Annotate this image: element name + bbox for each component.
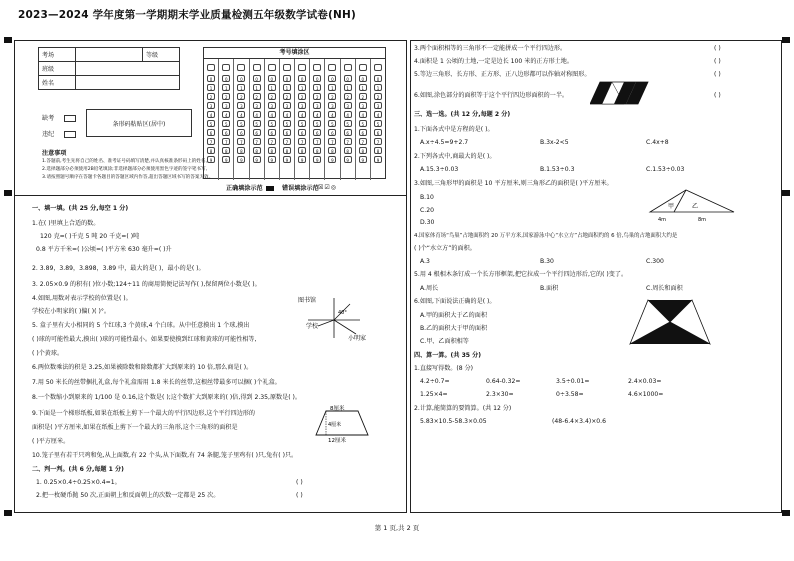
exam-number-bubble[interactable]: 6 <box>222 129 230 136</box>
location-map-figure <box>298 294 378 342</box>
question-2: 2. 3.89̇，3.8̇9̇，3.89̇8̇，3.89 中，最大的是( )，最小的是( )。 <box>32 265 205 272</box>
exam-number-write-box[interactable] <box>283 64 291 71</box>
exam-number-bubble[interactable]: 9 <box>374 156 382 163</box>
choice-5-option-b[interactable]: B.面积 <box>540 285 559 292</box>
judge-1-answer[interactable]: ( ) <box>296 479 303 486</box>
judge-2-answer[interactable]: ( ) <box>296 492 303 499</box>
exam-number-column <box>295 59 310 180</box>
alignment-marker <box>4 37 12 43</box>
question-5: ( )球的可能性最大,摸出( )球的可能性最小。如果要使摸到红球和黄球的可能性相等, <box>32 336 257 343</box>
school-field[interactable] <box>76 48 143 62</box>
exam-number-bubble[interactable]: 5 <box>237 120 245 127</box>
exam-number-column <box>371 59 385 180</box>
exam-number-grid <box>203 47 386 179</box>
exam-number-bubble[interactable]: 2 <box>207 93 215 100</box>
section-4-title: 四、算一算。(共 35 分) <box>414 352 482 359</box>
question-3: 3. 2.05×0.9 的积有( )位小数;124÷11 的商用简便记法写作( ),保留两位小数是( )。 <box>32 281 261 288</box>
name-field[interactable] <box>76 76 180 90</box>
calc-1-title: 1.直接写得数。(8 分) <box>414 365 474 372</box>
exam-number-column <box>280 59 295 180</box>
section-2-title: 二、判一判。(共 6 分,每题 1 分) <box>32 466 124 473</box>
name-label: 姓名 <box>39 76 76 90</box>
exam-number-bubble[interactable]: 5 <box>328 120 336 127</box>
question-1-row: 0.8 平方千米=( )公顷=( )平方米 630 毫升=( )升 <box>36 246 172 253</box>
notes-line: 1.答题前,考生先将自己的姓名、准考证号码填写清楚,并认真核准条形码上的姓名、 <box>42 159 211 164</box>
exam-number-write-box[interactable] <box>298 64 306 71</box>
choice-2-option-a[interactable]: A.15.3÷0.03 <box>420 166 459 173</box>
calc-2-title: 2.计算,能简算的要简算。(共 12 分) <box>414 405 512 412</box>
exam-number-bubble[interactable]: 6 <box>237 129 245 136</box>
trapezoid-bottom-label: 12厘米 <box>328 438 346 443</box>
exam-number-bubble[interactable]: 3 <box>268 102 276 109</box>
judge-4-answer[interactable]: ( ) <box>714 58 721 65</box>
exam-number-bubble[interactable]: 1 <box>222 84 230 91</box>
exam-number-bubble[interactable]: 1 <box>283 84 291 91</box>
violation-label: 违纪 <box>42 131 55 138</box>
exam-number-bubble[interactable]: 4 <box>344 111 352 118</box>
exam-number-bubble[interactable]: 0 <box>328 75 336 82</box>
judge-3: 3.两个面积相等的三角形不一定能拼成一个平行四边形。 <box>414 45 567 52</box>
exam-number-bubble[interactable]: 6 <box>207 129 215 136</box>
trapezoid-top-label: 8厘米 <box>330 406 345 412</box>
correct-fill-sample <box>266 186 274 191</box>
judge-6: 6.如图,涂色部分的面积等于这个平行四边形面积的一半。 <box>414 92 569 99</box>
exam-number-bubble[interactable]: 0 <box>359 75 367 82</box>
calc-item: (48-6.4×3.4)×0.6 <box>552 418 606 425</box>
exam-number-bubble[interactable]: 2 <box>328 93 336 100</box>
exam-number-bubble[interactable]: 8 <box>222 147 230 154</box>
exam-number-bubble[interactable]: 6 <box>374 129 382 136</box>
exam-number-bubble[interactable]: 9 <box>237 156 245 163</box>
exam-number-bubble[interactable]: 1 <box>359 84 367 91</box>
question-6: 6.两位数乘法的积是 3.25,如果被除数和除数都扩大到原来的 10 倍,那么商是( )。 <box>32 364 253 371</box>
question-5: ( )个黄球。 <box>32 350 64 357</box>
exam-number-bubble[interactable]: 5 <box>222 120 230 127</box>
exam-number-bubble[interactable]: 1 <box>328 84 336 91</box>
question-7: 7.用 50 米长的丝带捆扎礼盒,每个礼盒需用 1.8 米长的丝带,这根丝带最多可以捆( )个礼盒。 <box>32 379 281 386</box>
exam-number-title: 考号填涂区 <box>204 48 385 59</box>
exam-number-bubble[interactable]: 8 <box>268 147 276 154</box>
violation-checkbox[interactable] <box>64 131 76 138</box>
map-library-label: 图书馆 <box>298 297 317 304</box>
exam-number-bubble[interactable]: 0 <box>374 75 382 82</box>
choice-4: ( )个“水立方”的面积。 <box>414 245 476 252</box>
choice-3-option-b[interactable]: B.10 <box>420 194 434 201</box>
exam-number-bubble[interactable]: 1 <box>237 84 245 91</box>
exam-number-bubble[interactable]: 8 <box>207 147 215 154</box>
question-8: 8.一个数缩小到原来的 1/100 是 0.16,这个数是( );这个数扩大到原来的( )倍,得到 2.35,原数是( )。 <box>32 394 302 401</box>
exam-number-bubble[interactable]: 3 <box>283 102 291 109</box>
student-info-table <box>38 47 180 90</box>
exam-number-bubble[interactable]: 2 <box>313 93 321 100</box>
exam-number-bubble[interactable]: 9 <box>283 156 291 163</box>
section-1-title: 一、填一填。(共 25 分,每空 1 分) <box>32 205 129 212</box>
exam-number-bubble[interactable]: 1 <box>313 84 321 91</box>
exam-number-bubble[interactable]: 7 <box>253 138 261 145</box>
exam-number-bubble[interactable]: 4 <box>207 111 215 118</box>
calc-item: 2.4×0.03= <box>628 378 662 385</box>
choice-2-option-c[interactable]: C.1.53÷0.03 <box>646 166 685 173</box>
exam-number-bubble[interactable]: 0 <box>268 75 276 82</box>
exam-number-bubble[interactable]: 8 <box>328 147 336 154</box>
map-angle-label: 40° <box>338 310 347 316</box>
exam-number-bubble[interactable]: 4 <box>268 111 276 118</box>
exam-number-bubble[interactable]: 4 <box>222 111 230 118</box>
exam-number-bubble[interactable]: 3 <box>298 102 306 109</box>
notes-heading: 注意事项 <box>42 150 67 157</box>
exam-number-bubble[interactable]: 2 <box>374 93 382 100</box>
exam-number-bubble[interactable]: 2 <box>359 93 367 100</box>
class-label: 班级 <box>39 62 76 76</box>
exam-number-bubble[interactable]: 9 <box>298 156 306 163</box>
question-4: 4.如图,用数对表示学校的位置是( )。 <box>32 295 132 302</box>
question-1-row: 120 克=( )千克 5 吨 20 千克=( )吨 <box>40 233 140 240</box>
exam-number-column <box>265 59 280 180</box>
exam-number-bubble[interactable]: 9 <box>328 156 336 163</box>
exam-number-bubble[interactable]: 0 <box>298 75 306 82</box>
exam-number-bubble[interactable]: 8 <box>298 147 306 154</box>
choice-5: 5.用 4 根相木条钉成一个长方形框架,把它拉成一个平行四边形后,它的( )变了。 <box>414 271 628 278</box>
exam-number-write-box[interactable] <box>253 64 261 71</box>
exam-number-bubble[interactable]: 8 <box>344 147 352 154</box>
exam-number-write-box[interactable] <box>222 64 230 71</box>
question-5: 5. 盒子里有大小相同的 5 个红球,3 个黄球,4 个白球。从中任意摸出 1 个球,摸出 <box>32 322 250 329</box>
exam-number-write-box[interactable] <box>268 64 276 71</box>
exam-number-bubble[interactable]: 5 <box>283 120 291 127</box>
calc-item: 4.2÷0.7= <box>420 378 450 385</box>
alignment-marker <box>782 37 790 43</box>
triangle-base2-label: 8m <box>698 217 707 223</box>
exam-number-column <box>325 59 340 180</box>
choice-1-option-a[interactable]: A.x÷4.5=9+2.7 <box>420 139 469 146</box>
exam-number-bubble[interactable]: 2 <box>268 93 276 100</box>
exam-number-columns <box>204 59 385 180</box>
exam-number-bubble[interactable]: 5 <box>268 120 276 127</box>
notes-line: 3.请按照题号顺序在答题卡各题目的答题区域内作答,超出答题区域书写的答案无效。 <box>42 175 214 180</box>
exam-number-bubble[interactable]: 7 <box>328 138 336 145</box>
judge-6-answer[interactable]: ( ) <box>714 92 721 99</box>
exam-number-bubble[interactable]: 4 <box>237 111 245 118</box>
exam-number-bubble[interactable]: 7 <box>222 138 230 145</box>
exam-title: 2023—2024 学年度第一学期期末学业质量检测五年级数学试卷(NH) <box>18 9 356 21</box>
question-9: 面积是( )平方厘米,如果在纸板上剪下一个最大的三角形,这个三角形的面积是 <box>32 424 238 431</box>
judge-3-answer[interactable]: ( ) <box>714 45 721 52</box>
page-number: 第 1 页,共 2 页 <box>374 524 420 532</box>
exam-number-bubble[interactable]: 0 <box>237 75 245 82</box>
choice-3-option-d[interactable]: D.30 <box>420 219 435 226</box>
exam-number-write-box[interactable] <box>344 64 352 71</box>
exam-number-bubble[interactable]: 7 <box>374 138 382 145</box>
exam-number-bubble[interactable]: 7 <box>313 138 321 145</box>
exam-number-bubble[interactable]: 2 <box>344 93 352 100</box>
section-3-title: 三、选一选。(共 12 分,每题 2 分) <box>414 111 511 118</box>
exam-number-bubble[interactable]: 7 <box>207 138 215 145</box>
exam-number-bubble[interactable]: 4 <box>374 111 382 118</box>
question-4: 学校在小明家的( )偏( )( )°。 <box>32 308 110 315</box>
exam-number-bubble[interactable]: 5 <box>313 120 321 127</box>
exam-number-bubble[interactable]: 8 <box>253 147 261 154</box>
bowtie-figure <box>628 298 712 346</box>
exam-number-bubble[interactable]: 4 <box>328 111 336 118</box>
exam-number-bubble[interactable]: 7 <box>344 138 352 145</box>
choice-3-option-c[interactable]: C.20 <box>420 207 434 214</box>
choice-5-option-a[interactable]: A.周长 <box>420 285 439 292</box>
barcode-area <box>86 109 192 137</box>
exam-number-bubble[interactable]: 4 <box>253 111 261 118</box>
exam-number-write-box[interactable] <box>359 64 367 71</box>
question-9: 9.下面是一个梯形纸板,如果在纸板上剪下一个最大的平行四边形,这个平行四边形的 <box>32 410 255 417</box>
choice-2-option-b[interactable]: B.1.53÷0.3 <box>540 166 575 173</box>
exam-number-bubble[interactable]: 0 <box>344 75 352 82</box>
exam-number-bubble[interactable]: 2 <box>237 93 245 100</box>
judge-1: 1. 0.25×0.4÷0.25×0.4=1。 <box>36 479 121 486</box>
exam-number-bubble[interactable]: 1 <box>207 84 215 91</box>
judge-5-answer[interactable]: ( ) <box>714 71 721 78</box>
choice-4-option-a[interactable]: A.3 <box>420 258 430 265</box>
exam-number-bubble[interactable]: 3 <box>374 102 382 109</box>
exam-number-bubble[interactable]: 0 <box>222 75 230 82</box>
exam-number-bubble[interactable]: 4 <box>298 111 306 118</box>
grade-label: 等级 <box>143 48 180 62</box>
choice-1-option-c[interactable]: C.4x+8 <box>646 139 669 146</box>
judge-5: 5.等边三角形、长方形、正方形、正八边形都可以作轴对称图形。 <box>414 71 591 78</box>
alignment-marker <box>4 510 12 516</box>
exam-number-bubble[interactable]: 6 <box>253 129 261 136</box>
calc-item: 5.83×10.5-58.3×0.05 <box>420 418 487 425</box>
triangle-figure <box>648 188 736 224</box>
exam-number-bubble[interactable]: 5 <box>359 120 367 127</box>
exam-number-write-box[interactable] <box>237 64 245 71</box>
trapezoid-height-label: 4厘米 <box>328 422 342 428</box>
exam-number-write-box[interactable] <box>328 64 336 71</box>
exam-number-bubble[interactable]: 9 <box>359 156 367 163</box>
exam-number-bubble[interactable]: 1 <box>253 84 261 91</box>
exam-number-bubble[interactable]: 2 <box>283 93 291 100</box>
parallelogram-figure <box>590 80 650 106</box>
wrong-fill-label: 错误填涂示范 <box>282 185 319 192</box>
choice-6-option-b[interactable]: B.乙的面积大于甲的面积 <box>420 325 488 332</box>
exam-number-column <box>356 59 371 180</box>
exam-number-bubble[interactable]: 6 <box>359 129 367 136</box>
choice-6: 6.如图,下面说法正确的是( )。 <box>414 298 496 305</box>
exam-number-bubble[interactable]: 0 <box>283 75 291 82</box>
choice-1-option-b[interactable]: B.3x-2<5 <box>540 139 569 146</box>
exam-number-column <box>310 59 325 180</box>
exam-number-write-box[interactable] <box>374 64 382 71</box>
exam-number-bubble[interactable]: 9 <box>253 156 261 163</box>
exam-number-bubble[interactable]: 2 <box>298 93 306 100</box>
calc-item: 2.3×30= <box>486 391 514 398</box>
triangle-base1-label: 4m <box>658 217 667 223</box>
choice-2: 2.下列各式中,商最大的是( )。 <box>414 153 496 160</box>
exam-number-bubble[interactable]: 8 <box>283 147 291 154</box>
exam-number-bubble[interactable]: 6 <box>268 129 276 136</box>
exam-number-bubble[interactable]: 9 <box>313 156 321 163</box>
exam-number-bubble[interactable]: 8 <box>237 147 245 154</box>
exam-number-column <box>250 59 265 180</box>
exam-number-bubble[interactable]: 2 <box>222 93 230 100</box>
choice-1: 1.下面各式中是方程的是( )。 <box>414 126 494 133</box>
choice-4-option-b[interactable]: B.30 <box>540 258 554 265</box>
exam-number-bubble[interactable]: 2 <box>253 93 261 100</box>
exam-number-write-box[interactable] <box>207 64 215 71</box>
exam-number-bubble[interactable]: 9 <box>222 156 230 163</box>
triangle-jia-label: 甲 <box>668 203 675 210</box>
exam-number-bubble[interactable]: 6 <box>328 129 336 136</box>
exam-number-bubble[interactable]: 1 <box>298 84 306 91</box>
exam-number-bubble[interactable]: 0 <box>253 75 261 82</box>
exam-number-bubble[interactable]: 0 <box>313 75 321 82</box>
exam-number-column <box>341 59 356 180</box>
exam-number-bubble[interactable]: 4 <box>283 111 291 118</box>
question-1: 1.在( )里填上合适的数。 <box>32 220 100 227</box>
section-divider <box>14 195 407 196</box>
school-label: 考场 <box>39 48 76 62</box>
exam-number-column <box>219 59 234 180</box>
choice-6-option-c[interactable]: C.甲、乙面积相等 <box>420 338 469 345</box>
calc-item: 3.5÷0.01= <box>556 378 590 385</box>
exam-number-bubble[interactable]: 1 <box>344 84 352 91</box>
alignment-marker <box>782 190 790 196</box>
map-home-label: 小明家 <box>348 335 367 342</box>
barcode-label: 条形码粘贴区(居中) <box>112 120 166 128</box>
exam-number-bubble[interactable]: 6 <box>283 129 291 136</box>
exam-number-bubble[interactable]: 3 <box>359 102 367 109</box>
exam-number-bubble[interactable]: 3 <box>344 102 352 109</box>
exam-number-bubble[interactable]: 6 <box>344 129 352 136</box>
calc-item: 0÷3.58= <box>556 391 584 398</box>
judge-2: 2.把一枚硬币抛 50 次,正面朝上和反面朝上的次数一定都是 25 次。 <box>36 492 220 499</box>
exam-number-bubble[interactable]: 0 <box>207 75 215 82</box>
exam-number-bubble[interactable]: 5 <box>374 120 382 127</box>
exam-number-bubble[interactable]: 7 <box>237 138 245 145</box>
exam-number-bubble[interactable]: 5 <box>207 120 215 127</box>
question-10: 10.笼子里有若干只鸡和兔,从上面数,有 22 个头,从下面数,有 74 条腿,笼子里鸡有( )只,兔有( )只。 <box>32 452 298 459</box>
exam-number-bubble[interactable]: 8 <box>374 147 382 154</box>
exam-number-column <box>234 59 249 180</box>
exam-number-bubble[interactable]: 9 <box>344 156 352 163</box>
exam-number-bubble[interactable]: 5 <box>253 120 261 127</box>
exam-number-bubble[interactable]: 5 <box>344 120 352 127</box>
choice-5-option-c[interactable]: C.周长和面积 <box>646 285 683 292</box>
exam-number-bubble[interactable]: 1 <box>374 84 382 91</box>
exam-number-bubble[interactable]: 7 <box>268 138 276 145</box>
class-field[interactable] <box>76 62 180 76</box>
calc-item: 4.6×1000= <box>628 391 664 398</box>
exam-number-bubble[interactable]: 6 <box>298 129 306 136</box>
exam-number-bubble[interactable]: 1 <box>268 84 276 91</box>
choice-4-option-c[interactable]: C.300 <box>646 258 664 265</box>
notes-line: 2.选择题部分必须使用2B铅笔填涂;非选择题部分必须使用黑色字迹的签字笔书写, <box>42 167 208 172</box>
exam-number-bubble[interactable]: 8 <box>359 147 367 154</box>
exam-number-bubble[interactable]: 8 <box>313 147 321 154</box>
exam-number-bubble[interactable]: 3 <box>253 102 261 109</box>
exam-number-bubble[interactable]: 3 <box>222 102 230 109</box>
exam-number-bubble[interactable]: 3 <box>237 102 245 109</box>
calc-item: 0.64-0.32= <box>486 378 521 385</box>
correct-fill-label: 正确填涂示范 <box>226 185 263 192</box>
exam-number-bubble[interactable]: 4 <box>313 111 321 118</box>
judge-4: 4.面积是 1 公顷的土地,一定是边长 100 米的正方形土地。 <box>414 58 573 65</box>
absent-checkbox[interactable] <box>64 115 76 122</box>
calc-item: 1.25×4= <box>420 391 448 398</box>
exam-number-write-box[interactable] <box>313 64 321 71</box>
alignment-marker <box>782 510 790 516</box>
exam-number-bubble[interactable]: 9 <box>207 156 215 163</box>
exam-number-bubble[interactable]: 6 <box>313 129 321 136</box>
question-9: ( )平方厘米。 <box>32 438 70 445</box>
exam-number-bubble[interactable]: 7 <box>359 138 367 145</box>
absent-label: 缺考 <box>42 115 55 122</box>
trapezoid-figure <box>312 405 372 443</box>
exam-number-bubble[interactable]: 7 <box>283 138 291 145</box>
choice-3: 3.如图,三角形甲的面积是 10 平方厘米,则三角形乙的面积是( )平方厘米。 <box>414 180 613 187</box>
choice-4: 4.国家体育场“鸟巢”占地面积约 20 万平方米,国家游泳中心“水立方”占地面积约的 6 倍,鸟巢的占地面积大约是 <box>414 233 678 239</box>
alignment-marker <box>4 190 12 196</box>
exam-number-bubble[interactable]: 3 <box>328 102 336 109</box>
exam-number-bubble[interactable]: 7 <box>298 138 306 145</box>
exam-number-bubble[interactable]: 3 <box>207 102 215 109</box>
triangle-yi-label: 乙 <box>692 203 699 210</box>
exam-number-bubble[interactable]: 4 <box>359 111 367 118</box>
exam-number-bubble[interactable]: 5 <box>298 120 306 127</box>
exam-number-bubble[interactable]: 9 <box>268 156 276 163</box>
wrong-fill-samples: ☒☑◎ <box>318 184 337 191</box>
choice-6-option-a[interactable]: A.甲的面积大于乙的面积 <box>420 312 487 319</box>
exam-number-bubble[interactable]: 3 <box>313 102 321 109</box>
map-school-label: 学校 <box>306 323 319 330</box>
